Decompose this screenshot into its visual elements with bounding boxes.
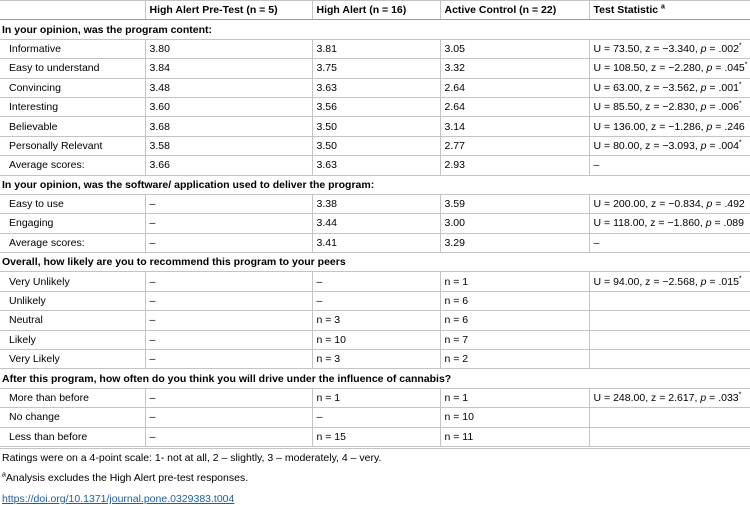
cell-pre-test: – (145, 427, 312, 446)
header-pre-test: High Alert Pre-Test (n = 5) (145, 1, 312, 20)
table-row (0, 330, 750, 349)
stat-z-label: , z = (639, 42, 663, 55)
section-header-row (0, 369, 750, 388)
cell-high-alert: – (312, 272, 440, 291)
table-row (0, 291, 750, 310)
stat-u-label: U = (593, 62, 614, 75)
row-label: Average scores: (0, 156, 145, 175)
significance-marker: * (738, 81, 742, 89)
footnote-ratings: Ratings were on a 4-point scale: 1- not at all, 2 – slightly, 3 – moderately, 4 – very. (2, 451, 382, 464)
table-row (0, 39, 750, 58)
stat-z-label: , z = (639, 101, 663, 114)
footnote-a-sup: a (2, 471, 6, 479)
footnote-a-text: Analysis excludes the High Alert pre-test responses. (5, 471, 249, 484)
cell-active-control: n = 7 (440, 330, 589, 349)
stat-u-value: 248.00 (613, 392, 646, 404)
cell-high-alert: – (312, 291, 440, 310)
stat-sep: , (694, 139, 701, 152)
average-row (0, 156, 750, 175)
cell-active-control: 2.93 (440, 156, 589, 175)
stat-p-value: .246 (724, 120, 745, 133)
stat-p-value: .006 (718, 101, 739, 114)
stat-u-value: 94.00 (613, 275, 640, 288)
stat-p-value: .002 (718, 42, 739, 55)
cell-test-statistic: – (589, 233, 750, 252)
cell-high-alert: 3.63 (312, 156, 440, 175)
significance-marker: * (738, 275, 742, 283)
stat-z-value: −3.562 (662, 81, 695, 94)
cell-pre-test: – (145, 233, 312, 252)
stat-u-value: 85.50 (613, 101, 640, 114)
stat-u-value: 200.00 (613, 198, 646, 211)
stat-eq: = (712, 120, 725, 133)
cell-high-alert: 3.56 (312, 97, 440, 116)
row-label: Believable (0, 117, 145, 136)
cell-pre-test: – (145, 408, 312, 427)
table-row (0, 97, 750, 116)
row-label: Easy to understand (0, 59, 145, 78)
stat-p-label: p (706, 120, 713, 133)
row-label: Very Likely (0, 350, 145, 369)
stat-u-label: U = (593, 101, 614, 114)
stat-sep: , (694, 81, 701, 94)
stat-p-value: .004 (718, 139, 739, 152)
stat-p-value: .492 (724, 198, 745, 211)
cell-high-alert: 3.44 (312, 214, 440, 233)
significance-marker: * (738, 100, 742, 108)
significance-marker: * (738, 42, 742, 50)
cell-test-statistic (589, 388, 750, 407)
cell-pre-test: 3.60 (145, 97, 312, 116)
stat-p-label: p (700, 392, 707, 404)
cell-test-statistic: – (589, 156, 750, 175)
stat-z-label: , z = (639, 275, 663, 288)
header-active-control: Active Control (n = 22) (440, 1, 589, 20)
stat-z-value: −2.568 (662, 275, 695, 288)
row-label: Personally Relevant (0, 136, 145, 155)
doi-link[interactable]: https://doi.org/10.1371/journal.pone.0329383.t004 (2, 492, 235, 505)
significance-marker: * (744, 61, 748, 69)
cell-test-statistic (589, 291, 750, 310)
cell-high-alert: n = 10 (312, 330, 440, 349)
row-label: No change (0, 408, 145, 427)
row-label: Less than before (0, 427, 145, 446)
cell-test-statistic (589, 311, 750, 330)
row-label: Very Unlikely (0, 272, 145, 291)
stat-p-value: .033 (718, 392, 739, 404)
stat-z-value: −2.830 (662, 101, 695, 114)
cell-active-control: n = 1 (440, 388, 589, 407)
row-label: Engaging (0, 214, 145, 233)
cell-test-statistic (589, 350, 750, 369)
cell-active-control: n = 6 (440, 311, 589, 330)
cell-test-statistic (589, 117, 750, 136)
cell-active-control: 2.77 (440, 136, 589, 155)
cell-test-statistic (589, 194, 750, 213)
stat-p-label: p (700, 101, 707, 114)
row-label: Easy to use (0, 194, 145, 213)
stat-eq: = (706, 139, 719, 152)
cell-high-alert: 3.41 (312, 233, 440, 252)
row-label: Interesting (0, 97, 145, 116)
cell-high-alert: 3.50 (312, 136, 440, 155)
significance-marker: * (738, 391, 742, 399)
stat-sep: , (694, 275, 701, 288)
section-header-row (0, 175, 750, 194)
stat-sep: , (700, 62, 707, 75)
stat-u-label: U = (593, 217, 614, 230)
row-label: Unlikely (0, 291, 145, 310)
cell-test-statistic (589, 330, 750, 349)
cell-active-control: 3.32 (440, 59, 589, 78)
stat-eq: = (706, 42, 719, 55)
stat-z-label: , z = (645, 62, 669, 75)
table-row (0, 311, 750, 330)
footnote-a (0, 471, 750, 485)
stat-z-value: −1.286 (668, 120, 701, 133)
table-row (0, 136, 750, 155)
cell-high-alert: 3.75 (312, 59, 440, 78)
header-blank (0, 1, 145, 20)
stat-z-value: −1.860 (667, 217, 700, 230)
stat-u-value: 136.00 (613, 120, 646, 133)
stat-p-value: .015 (718, 275, 739, 288)
cell-test-statistic (589, 39, 750, 58)
cell-pre-test: – (145, 350, 312, 369)
stat-p-label: p (700, 42, 707, 55)
cell-active-control: n = 11 (440, 427, 589, 446)
cell-high-alert: 3.63 (312, 78, 440, 97)
stat-sep: , (694, 101, 701, 114)
stat-z-label: , z = (639, 139, 663, 152)
stat-sep: , (699, 217, 706, 230)
cell-pre-test: – (145, 311, 312, 330)
stat-p-label: p (706, 62, 713, 75)
stat-u-label: U = (593, 81, 614, 94)
doi-divider (0, 448, 750, 449)
cell-pre-test: 3.66 (145, 156, 312, 175)
stat-z-value: −0.834 (668, 198, 701, 211)
cell-active-control: n = 10 (440, 408, 589, 427)
stat-p-label: p (700, 139, 707, 152)
table-row (0, 78, 750, 97)
cell-test-statistic (589, 272, 750, 291)
table-row (0, 117, 750, 136)
cell-high-alert: n = 1 (312, 388, 440, 407)
cell-pre-test: 3.48 (145, 78, 312, 97)
significance-marker: * (738, 139, 742, 147)
stat-p-value: .045 (724, 62, 745, 75)
stat-p-label: p (700, 275, 707, 288)
table-row (0, 272, 750, 291)
header-test-statistic: Test Statistic $^a$ (589, 1, 750, 20)
stat-p-value: .089 (723, 217, 744, 230)
cell-test-statistic (589, 78, 750, 97)
stat-u-label: U = (593, 275, 614, 288)
stat-z-label: , z = (644, 217, 668, 230)
cell-pre-test: 3.58 (145, 136, 312, 155)
stat-z-value: −3.093 (662, 139, 695, 152)
row-label: Convincing (0, 78, 145, 97)
table-body (0, 20, 750, 447)
table-row (0, 194, 750, 213)
stat-z-label: , z = (645, 120, 669, 133)
stat-eq: = (711, 217, 724, 230)
stat-eq: = (712, 198, 725, 211)
table-row (0, 214, 750, 233)
section-title: After this program, how often do you think you will drive under the influence of cannabis? (0, 369, 750, 388)
cell-test-statistic (589, 214, 750, 233)
table-row (0, 408, 750, 427)
row-label: Likely (0, 330, 145, 349)
cell-pre-test: – (145, 272, 312, 291)
header-row (0, 1, 750, 20)
cell-test-statistic (589, 97, 750, 116)
row-label: Average scores: (0, 233, 145, 252)
cell-test-statistic (589, 59, 750, 78)
stat-u-value: 63.00 (613, 81, 640, 94)
cell-active-control: n = 1 (440, 272, 589, 291)
cell-active-control: n = 2 (440, 350, 589, 369)
stat-sep: , (700, 120, 707, 133)
cell-high-alert: 3.38 (312, 194, 440, 213)
header-sup-a: a (661, 3, 665, 11)
cell-high-alert: n = 3 (312, 350, 440, 369)
stat-u-label: U = (593, 42, 614, 55)
stat-u-label: U = (593, 120, 614, 133)
stat-z-label: , z = (645, 198, 669, 211)
cell-pre-test: 3.68 (145, 117, 312, 136)
cell-test-statistic (589, 136, 750, 155)
section-header-row (0, 253, 750, 272)
stat-u-label: U = (593, 198, 614, 211)
stat-u-value: 73.50 (613, 42, 640, 55)
cell-active-control: 3.05 (440, 39, 589, 58)
row-label: Informative (0, 39, 145, 58)
stat-u-label: U = (593, 392, 614, 404)
stat-eq: = (706, 101, 719, 114)
cell-high-alert: 3.50 (312, 117, 440, 136)
cell-active-control: 3.59 (440, 194, 589, 213)
cell-active-control: 3.29 (440, 233, 589, 252)
table-row (0, 388, 750, 407)
cell-active-control: n = 6 (440, 291, 589, 310)
cell-active-control: 3.14 (440, 117, 589, 136)
stat-p-label: p (706, 198, 713, 211)
cell-pre-test: 3.80 (145, 39, 312, 58)
table-row (0, 427, 750, 446)
cell-pre-test: – (145, 194, 312, 213)
stat-eq: = (706, 81, 719, 94)
stat-p-value: .001 (718, 81, 739, 94)
stat-u-value: 80.00 (613, 139, 640, 152)
stat-p-label: p (705, 217, 712, 230)
stat-sep: , (700, 198, 707, 211)
section-title: In your opinion, was the software/ application used to deliver the program: (0, 175, 750, 194)
average-row (0, 233, 750, 252)
cell-test-statistic (589, 427, 750, 446)
cell-active-control: 2.64 (440, 78, 589, 97)
cell-high-alert: – (312, 408, 440, 427)
table-row (0, 350, 750, 369)
section-title: Overall, how likely are you to recommend this program to your peers (0, 253, 750, 272)
stat-eq: = (712, 62, 725, 75)
row-label: Neutral (0, 311, 145, 330)
cell-pre-test: – (145, 291, 312, 310)
cell-high-alert: n = 3 (312, 311, 440, 330)
stat-u-label: U = (593, 139, 614, 152)
cell-active-control: 2.64 (440, 97, 589, 116)
stat-eq: = (706, 275, 719, 288)
stat-z-value: 2.617 (668, 392, 695, 404)
stat-sep: , (694, 392, 701, 404)
cell-pre-test: 3.84 (145, 59, 312, 78)
stat-z-label: , z = (639, 81, 663, 94)
header-high-alert: High Alert (n = 16) (312, 1, 440, 20)
row-label: More than before (0, 388, 145, 407)
stat-eq: = (706, 392, 719, 404)
cell-test-statistic (589, 408, 750, 427)
cell-high-alert: n = 15 (312, 427, 440, 446)
stat-u-value: 118.00 (613, 217, 645, 230)
stat-sep: , (694, 42, 701, 55)
cell-pre-test: – (145, 214, 312, 233)
stat-z-value: −3.340 (662, 42, 695, 55)
cell-high-alert: 3.81 (312, 39, 440, 58)
stat-u-value: 108.50 (613, 62, 646, 75)
cell-pre-test: – (145, 330, 312, 349)
table-row (0, 59, 750, 78)
cell-pre-test: – (145, 388, 312, 407)
section-header-row (0, 20, 750, 39)
stat-z-value: −2.280 (668, 62, 701, 75)
cell-active-control: 3.00 (440, 214, 589, 233)
stat-p-label: p (700, 81, 707, 94)
stat-z-label: , z = (645, 392, 669, 404)
section-title: In your opinion, was the program content: (0, 20, 750, 39)
